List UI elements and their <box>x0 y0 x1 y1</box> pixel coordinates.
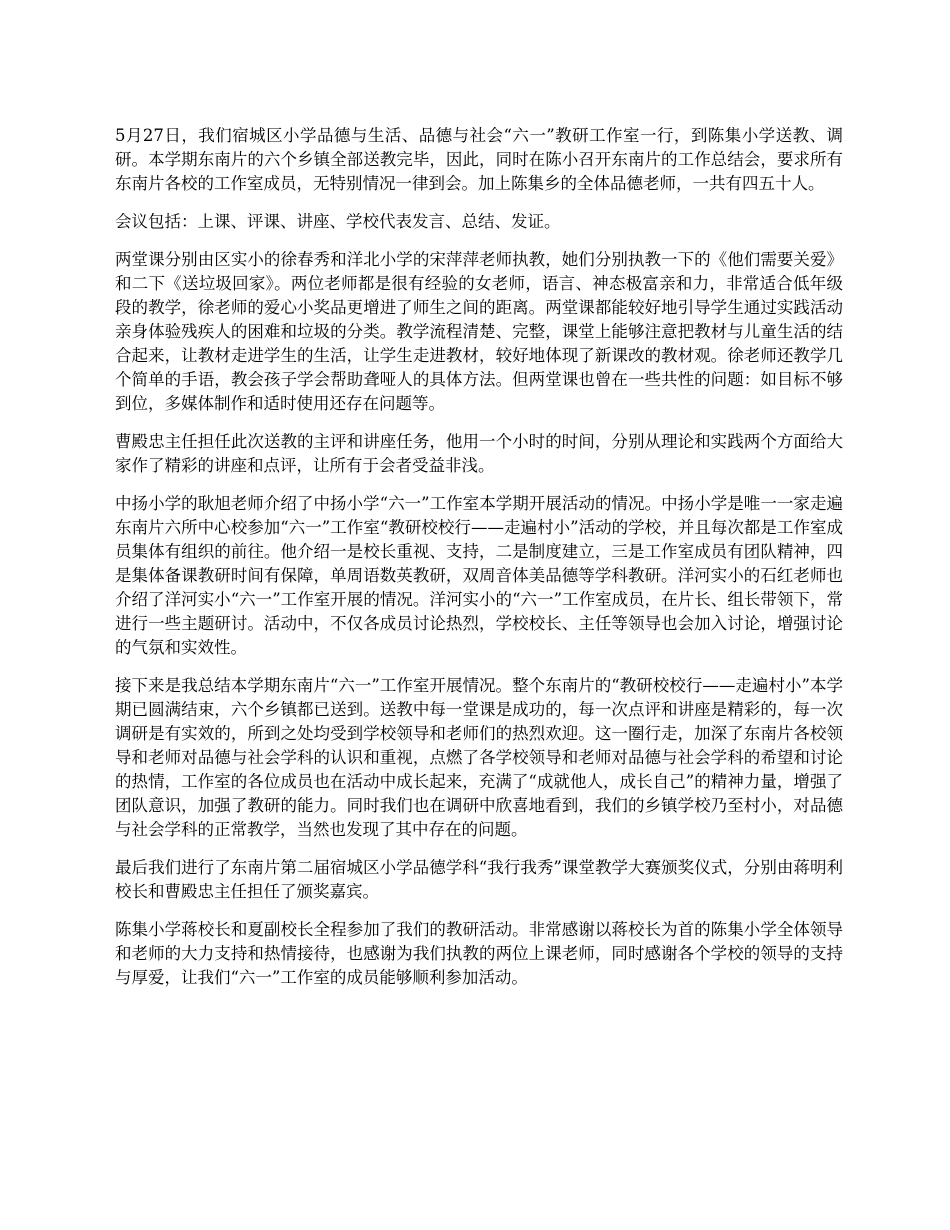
paragraph-lecture: 曹殿忠主任担任此次送教的主评和讲座任务，他用一个小时的时间，分别从理论和实践两个方面给大家作了精彩的讲座和点评，让所有于会者受益非浅。 <box>115 432 843 475</box>
paragraph-awards: 最后我们进行了东南片第二届宿城区小学品德学科“我行我秀”课堂教学大赛颁奖仪式，分别由蒋明利校长和曹殿忠主任担任了颁奖嘉宾。 <box>115 858 843 901</box>
paragraph-summary: 接下来是我总结本学期东南片“六一”工作室开展情况。整个东南片的“教研校校行——走遍村小”本学期已圆满结束，六个乡镇都已送到。送教中每一堂课是成功的，每一次点评和讲座是精彩的，每一次调研是有实效的，所到之处均受到学校领导和老师们的热烈欢迎。这一圈行走，加深了东南片各校领导和老师对品德与社会学科的认识和重视，点燃了各学校领导和老师对品德与社会学科的希望和讨论的热情，工作室的各位成员也在活动中成长起来，充满了“成就他人，成长自己”的精神力量，增强了团队意识，加强了教研的能力。同时我们也在调研中欣喜地看到，我们的乡镇学校乃至村小，对品德与社会学科的正常教学，当然也发现了其中存在的问题。 <box>115 676 843 839</box>
paragraph-agenda: 会议包括：上课、评课、讲座、学校代表发言、总结、发证。 <box>115 212 561 231</box>
paragraph-lessons: 两堂课分别由区实小的徐春秀和洋北小学的宋萍萍老师执教，她们分别执教一下的《他们需要关爱》和二下《送垃圾回家》。两位老师都是很有经验的女老师，语言、神态极富亲和力，非常适合低年级段的教学，徐老师的爱心小奖品更增进了师生之间的距离。两堂课都能较好地引导学生通过实践活动亲身体验残疾人的困难和垃圾的分类。教学流程清楚、完整，课堂上能够注意把教材与儿童生活的结合起来，让教材走进学生的生活，让学生走进教材，较好地体现了新课改的教材观。徐老师还教学几个简单的手语，教会孩子学会帮助聋哑人的具体方法。但两堂课也曾在一些共性的问题：如目标不够到位，多媒体制作和适时使用还存在问题等。 <box>115 250 843 413</box>
paragraph-thanks: 陈集小学蒋校长和夏副校长全程参加了我们的教研活动。非常感谢以蒋校长为首的陈集小学全体领导和老师的大力支持和热情接待，也感谢为我们执教的两位上课老师，同时感谢各个学校的领导的支持与厚爱，让我们“六一”工作室的成员能够顺利参加活动。 <box>115 920 843 987</box>
paragraph-school-reports: 中扬小学的耿旭老师介绍了中扬小学“六一”工作室本学期开展活动的情况。中扬小学是唯一一家走遍东南片六所中心校参加“六一”工作室“教研校校行——走遍村小”活动的学校，并且每次都是工作室成员集体有组织的前往。他介绍一是校长重视、支持，二是制度建立，三是工作室成员有团队精神，四是集体备课教研时间有保障，单周语数英教研，双周音体美品德等学科教研。洋河实小的石红老师也介绍了洋河实小“六一”工作室开展的情况。洋河实小的“六一”工作室成员，在片长、组长带领下，常进行一些主题研讨。活动中，不仅各成员讨论热烈，学校校长、主任等领导也会加入讨论，增强讨论的气氛和实效性。 <box>115 494 843 657</box>
document-body <box>115 124 843 1004</box>
paragraph-intro: 5月27日，我们宿城区小学品德与生活、品德与社会“六一”教研工作室一行，到陈集小学送教、调研。本学期东南片的六个乡镇全部送教完毕，因此，同时在陈小召开东南片的工作总结会，要求所有东南片各校的工作室成员，无特别情况一律到会。加上陈集乡的全体品德老师，一共有四五十人。 <box>115 126 843 193</box>
